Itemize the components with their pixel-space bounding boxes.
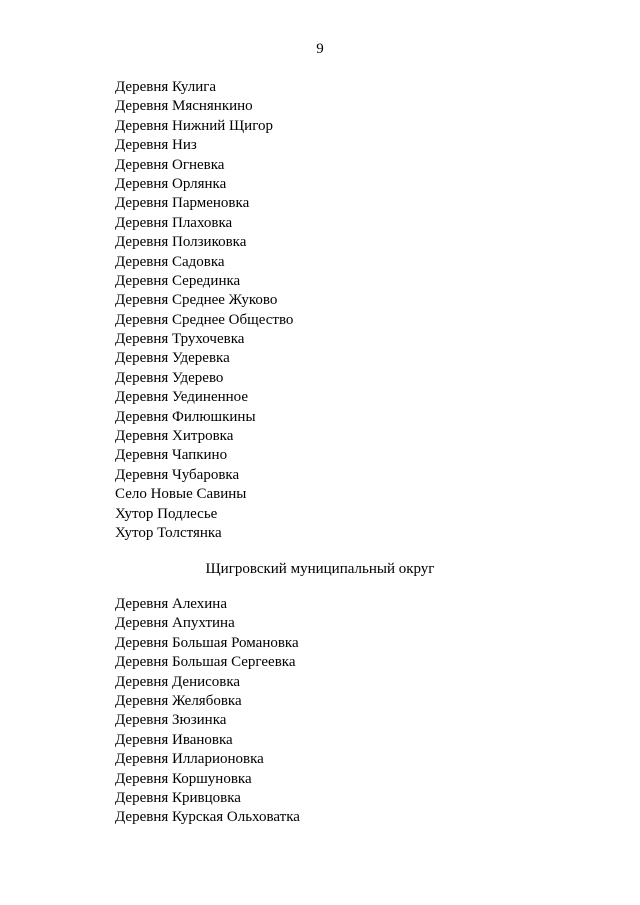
list-item: Деревня Алехина <box>115 596 227 612</box>
list-item: Деревня Парменовка <box>115 195 250 212</box>
list-item: Деревня Серединка <box>115 272 241 289</box>
list-item: Деревня Зюзинка <box>115 712 227 729</box>
list-item: Деревня Желябовка <box>115 692 242 709</box>
section-heading: Щигровский муниципальный округ <box>205 561 435 577</box>
list-item: Деревня Кулига <box>115 79 217 95</box>
list-item: Деревня Большая Романовка <box>115 634 299 651</box>
list-item: Деревня Удерево <box>115 369 224 386</box>
list-item: Деревня Хитровка <box>115 428 234 445</box>
list-item: Деревня Денисовка <box>115 673 241 690</box>
settlement-list <box>115 595 300 828</box>
list-item: Деревня Чубаровка <box>115 466 240 483</box>
list-item: Деревня Ивановка <box>115 731 233 748</box>
list-item: Деревня Ползиковка <box>115 234 247 251</box>
list-item: Деревня Низ <box>115 137 197 154</box>
list-item: Деревня Филюшкины <box>115 408 256 425</box>
list-item: Деревня Уединенное <box>115 389 249 406</box>
list-item: Хутор Толстянка <box>115 524 222 541</box>
list-item: Деревня Илларионовка <box>115 751 264 768</box>
list-item: Деревня Нижний Щигор <box>115 117 273 134</box>
list-item: Деревня Апухтина <box>115 615 235 632</box>
list-item: Деревня Орлянка <box>115 175 227 192</box>
list-item: Деревня Среднее Жуково <box>115 292 278 309</box>
list-item: Деревня Удеревка <box>115 350 230 367</box>
list-item: Деревня Чапкино <box>115 447 228 464</box>
list-item: Деревня Большая Сергеевка <box>115 654 296 671</box>
list-item: Село Новые Савины <box>115 486 247 503</box>
page-number: 9 <box>316 41 324 57</box>
list-item: Деревня Огневка <box>115 156 225 173</box>
list-item: Деревня Курская Ольховатка <box>115 809 300 826</box>
list-item: Деревня Садовка <box>115 253 225 270</box>
list-item: Деревня Кривцовка <box>115 789 241 806</box>
settlement-list <box>115 78 293 543</box>
list-item: Хутор Подлесье <box>115 505 218 522</box>
list-item: Деревня Мяснянкино <box>115 98 253 115</box>
list-item: Деревня Трухочевка <box>115 331 245 348</box>
list-item: Деревня Среднее Общество <box>115 311 294 328</box>
list-item: Деревня Плаховка <box>115 214 233 231</box>
list-item: Деревня Коршуновка <box>115 770 252 787</box>
